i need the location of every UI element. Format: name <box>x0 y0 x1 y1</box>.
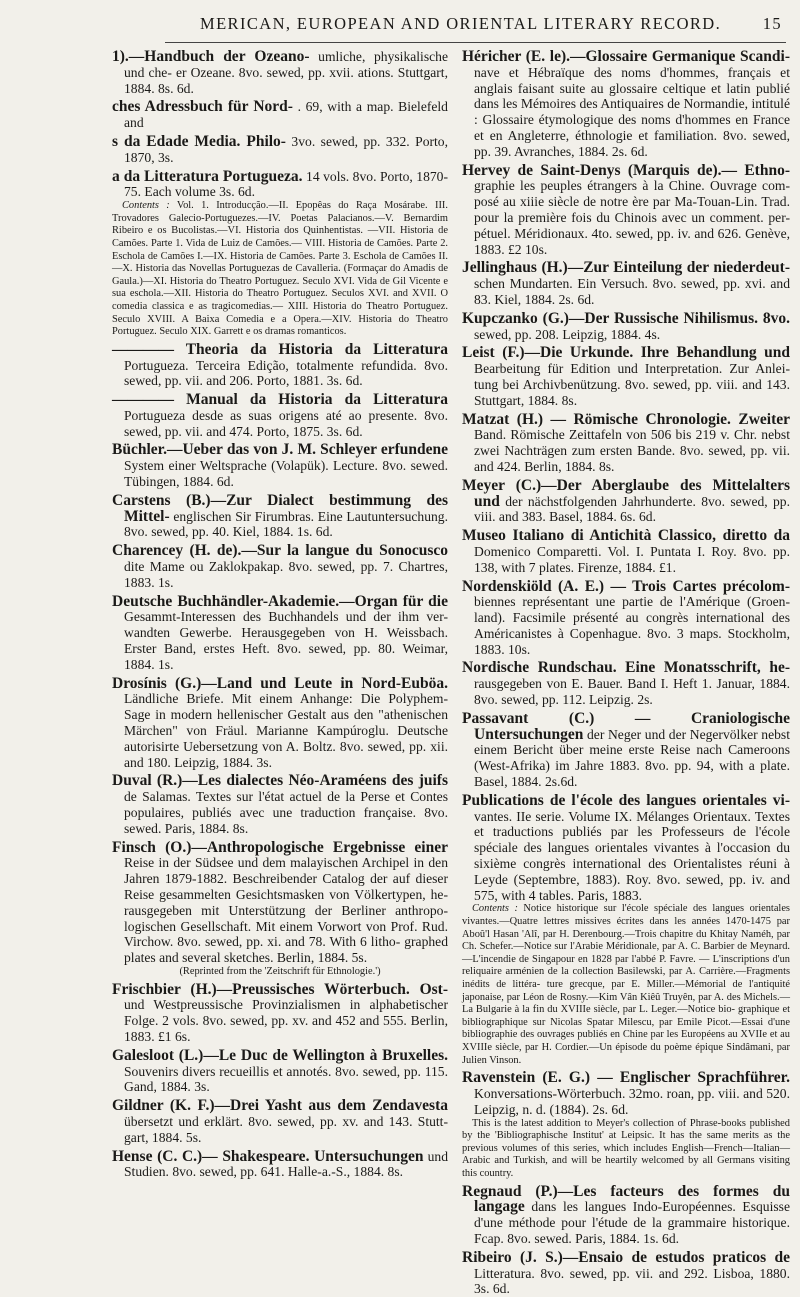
bibliography-entry <box>112 134 448 166</box>
entry-heading: Carstens (B.)—Zur Dialect bestimmung des Mittel- <box>112 491 448 525</box>
entry-text: Litteratura. 8vo. sewed, pp. vii. and 292. Lisboa, 1880. 3s. 6d. <box>474 1265 790 1297</box>
entry-contents <box>112 200 448 339</box>
entry-heading: Hense (C. C.)— Shakespeare. Untersuchungen <box>112 1147 424 1165</box>
entry-text: Band. Römische Zeittafeln von 506 bis 219 v. Chr. nebst zwei Nachträgen zum ersten Bande. 8vo. sewed, pp. vii. and 424. Berlin, 1884. 8s. <box>474 427 790 474</box>
contents-text: This is the latest addition to Meyer's collection of Phrase-books published by the 'Bibliographische Institut' at Leipsic. It has the same merits as the previous volumes of this series, which includes English—French—Italian—Arabic and Turkish, and will be heartily welcomed by all Germans visiting this country. <box>462 1117 790 1179</box>
entry-heading: Büchler.—Ueber das von J. M. Schleyer erfundene <box>112 441 448 459</box>
entry-body <box>112 1048 448 1095</box>
entry-heading: Ribeiro (J. S.)—Ensaio de estudos praticos de <box>462 1248 790 1266</box>
entry-heading: Matzat (H.) — Römische Chronologie. Zweiter <box>462 410 790 428</box>
bibliography-entry <box>112 99 448 131</box>
bibliography-entry <box>462 793 790 1067</box>
entry-contents <box>462 903 790 1067</box>
entry-heading: Galesloot (L.)—Le Duc de Wellington à Bruxelles. <box>112 1046 448 1064</box>
entry-body <box>112 49 448 96</box>
entry-text: Ländliche Briefe. Mit einem Anhange: Die Polyphem- Sage in modern hellenischer Gestalt aus den "athenischen Märchen" von Fräul. Marianne Kampúroglu. Deutsche autorisirte Uebersetzung von A. Boltz. 8vo. sewed, pp. xii. and 180. Leipzig, 1884. 3s. <box>124 691 448 770</box>
entry-body <box>462 660 790 707</box>
running-title: MERICAN, EUROPEAN AND ORIENTAL LITERARY RECORD. <box>200 14 722 33</box>
entry-heading: Charencey (H. de).—Sur la langue du Sonocusco <box>112 542 448 560</box>
entry-body <box>462 163 790 258</box>
entry-text: der nächstfolgenden Jahrhunderte. 8vo. sewed, pp. viii. and 383. Basel, 1884. 6s. 6d. <box>474 493 790 525</box>
entry-text: umliche, physikalische und che- er Ozeane. 8vo. sewed, pp. xvii. ations. Stuttgart, 1884. 8s. 6d. <box>124 49 448 96</box>
entry-text: und Studien. 8vo. sewed, pp. 641. Halle-a.-S., 1884. 8s. <box>124 1148 448 1180</box>
entry-heading: Nordenskiöld (A. E.) — Trois Cartes précolom- <box>462 577 790 595</box>
bibliography-entry <box>462 660 790 707</box>
entry-text: sewed, pp. 208. Leipzig, 1884. 4s. <box>474 326 661 342</box>
contents-label: Contents : <box>122 200 170 212</box>
bibliography-entry <box>112 169 448 339</box>
bibliography-entry <box>462 478 790 525</box>
contents-text: Notice historique sur l'école spéciale des langues orientales vivantes.—Quatre lettres missives écrites dans les années 1470-1475 par Aboû'l Hasan 'Alî, par H. Derenbourg.—Trois chapitre du Khitay Naméh, par Ch. Schefer.—Notice sur l'Arabie Méridionale, par A. C. Barbier de Meynard.—L'incendie de Singapour en 1828 par l'abbé P. Favre. — L'inscriptions d'un reliquaire arménien de la collection Basilewski, par A. Carrière.—Fragments inédits de littéra- ture grecque, par E. Miller.—Mémorial de l'antiquité japonaise, par Léon de Rosny.—Kim Vân Kiêû Truyên, par A. des Michels.—La Bulgarie à la fin du XVIIIe siècle, par L. Leger.—Notice bio- graphique et bibliographique sur Nicolas Spatar Milescu, par Emile Picot.—Essai d'une bibliographie des ouvrages publiés en Chine par les Européens au XVIIe et au XVIIIe siècle, par H. Cordier.—Un épisode du poème épique Sindâmani, par Julien Vinson. <box>462 903 790 1066</box>
bibliography-entry <box>112 342 448 389</box>
entry-heading: Museo Italiano di Antichità Classico, diretto da <box>462 527 790 545</box>
entry-heading: Nordische Rundschau. Eine Monatsschrift, he- <box>462 659 790 677</box>
contents-text: Vol. 1. Introducção.—II. Epopêas do Raça Mosárabe. III. Trovadores Galecio-Portuguezes.—IV. Poetas Palacianos.—V. Bernardim Ribeiro e os Bucolistas.—VI. Historia dos Quinhentistas. —VII. Historia de Camões. Parte 1. Vida de Luiz de Camões.— VIII. Historia de Camões. Parte 2. Eschola de Camões I.—IX. Historia de Camões. Parte 3. Eschola de Camões II.—X. Historia das Novellas Portuguezas de Cavalleria. (Formaçar do Amadis de Gaula.)—XI. Historia do Theatro Portuguez. Seculo XVI. Vida de Gil Vicente e sua eschola.—XII. Historia do Theatro Portuguez. Seculos XVI. and XVII. O comedia classica e as tragicomedias.— XIII. Historia do Theatro Portuguez. Seculo XVIII. A Baixa Comedia e a Opera.—XIV. Historia do Theatro Portuguez. Seculo XIX. Garrett e os dramas romanticos. <box>112 200 448 338</box>
entry-body <box>462 1250 790 1297</box>
entry-text: Domenico Comparetti. Vol. I. Puntata I. Roy. 8vo. pp. 138, with 7 plates. Firenze, 1884. £1. <box>474 543 790 575</box>
entry-heading: Deutsche Buchhändler-Akademie.—Organ für die <box>112 592 448 610</box>
entry-body <box>112 99 448 131</box>
entry-body <box>462 793 790 904</box>
bibliography-entry <box>462 1250 790 1297</box>
bibliography-entry <box>462 345 790 408</box>
entry-text: der Neger und der Negervölker nebst einem Bericht über meine erste Reise nach Cameroons (West-Afrika) im Jahre 1883. 8vo. pp. 94, with a plate. Basel, 1884. 2s.6d. <box>474 726 790 790</box>
entry-heading: Hervey de Saint-Denys (Marquis de).— Ethno- <box>462 161 790 179</box>
columns <box>112 48 790 1297</box>
entry-text: de Salamas. Textes sur l'état actuel de la Perse et Contes populaires, publiés avec une traduction française. 8vo. sewed. Paris, 1884. 8s. <box>124 789 448 836</box>
entry-heading: Meyer (C.)—Der Aberglaube des Mittelalters und <box>462 476 790 510</box>
bibliography-entry <box>112 392 448 439</box>
entry-heading: ———— Theoria da Historia da Litteratura <box>112 340 448 358</box>
entry-text: und Westpreussische Provinzialismen in alphabetischer Folge. 2 vols. 8vo. sewed, pp. xv. and 452 and 555. Berlin, 1883. £1 6s. <box>124 997 448 1044</box>
entry-body <box>112 982 448 1045</box>
entry-text: Portugueza desde as suas origens até ao presente. 8vo. sewed, pp. vii. and 474. Porto, 1875. 3s. 6d. <box>124 407 448 439</box>
entry-body <box>112 1098 448 1145</box>
entry-text: graphie les peuples étrangers à la Chine. Ouvrage com- posé au xiiie siècle de notre ère par Ma-Touan-Lin. Trad. pour la première fois du Chinois avec un comment. per- pétuel. Méridionaux. 4to. sewed, pp. iv. and 626. Genève, 1883. £2 10s. <box>474 178 790 257</box>
entry-heading: Frischbier (H.)—Preussisches Wörterbuch. Ost- <box>112 980 448 998</box>
bibliography-entry <box>462 528 790 575</box>
bibliography-entry <box>112 543 448 590</box>
entry-body <box>462 478 790 525</box>
entry-heading: Drosínis (G.)—Land und Leute in Nord-Euböa. <box>112 674 448 692</box>
entry-heading: s da Edade Media. Philo- <box>112 132 286 150</box>
entry-text: 14 vols. 8vo. Porto, 1870-75. Each volume 3s. 6d. <box>124 168 449 200</box>
right-column <box>462 48 790 1297</box>
bibliography-entry <box>112 840 448 979</box>
entry-heading: Kupczanko (G.)—Der Russische Nihilismus. 8vo. <box>462 309 790 327</box>
bibliography-entry <box>112 442 448 489</box>
page-header <box>200 14 782 36</box>
entry-heading: Regnaud (P.)—Les facteurs des formes du langage <box>462 1182 790 1216</box>
entry-body <box>112 594 448 673</box>
entry-contents <box>462 1118 790 1181</box>
entry-heading: Gildner (K. F.)—Drei Yasht aus dem Zendavesta <box>112 1097 448 1115</box>
entry-body <box>462 1184 790 1247</box>
entry-heading: a da Litteratura Portugueza. <box>112 167 303 185</box>
entry-text: 3vo. sewed, pp. 332. Porto, 1870, 3s. <box>124 133 448 165</box>
contents-label: Contents : <box>472 903 518 915</box>
entry-body <box>462 260 790 307</box>
bibliography-entry <box>112 493 448 540</box>
entry-body <box>112 840 448 966</box>
entry-body <box>112 773 448 836</box>
entry-body <box>112 392 448 439</box>
entry-text: dite Mame ou Zaklokpakap. 8vo. sewed, pp. 7. Chartres, 1883. 1s. <box>124 559 448 590</box>
bibliography-entry <box>112 1048 448 1095</box>
entry-body <box>462 528 790 575</box>
entry-body <box>462 1070 790 1117</box>
entry-heading: Leist (F.)—Die Urkunde. Ihre Behandlung und <box>462 344 790 362</box>
entry-text: Gesammt-Interessen des Buchhandels und der ihm ver- wandten Gewerbe. Herausgegeben von H. Weissbach. Erster Band, erstes Heft. 8vo. sewed, pp. 80. Weimar, 1884. 1s. <box>124 609 448 672</box>
entry-heading: Passavant (C.) — Craniologische Untersuchungen <box>462 709 790 743</box>
bibliography-entry <box>112 1149 448 1181</box>
entry-text: übersetzt und erklärt. 8vo. sewed, pp. xv. and 143. Stutt- gart, 1884. 5s. <box>124 1113 448 1145</box>
entry-text: rausgegeben von E. Bauer. Band I. Heft 1. Januar, 1884. 8vo. sewed, pp. 112. Leipzig. 2s. <box>474 676 790 708</box>
entry-body <box>112 169 448 201</box>
entry-body <box>112 676 448 771</box>
entry-body <box>462 711 790 790</box>
entry-heading: ———— Manual da Historia da Litteratura <box>112 391 448 409</box>
entry-note: (Reprinted from the 'Zeitschrift für Ethnologie.') <box>179 965 381 977</box>
bibliography-entry <box>462 579 790 658</box>
bibliography-entry <box>112 49 448 96</box>
entry-body <box>462 412 790 475</box>
bibliography-entry <box>462 1184 790 1247</box>
entry-body <box>112 543 448 590</box>
bibliography-entry <box>462 260 790 307</box>
bibliography-entry <box>462 711 790 790</box>
bibliography-entry <box>462 412 790 475</box>
entry-text: nave et Hébraïque des noms d'hommes, français et anglais faisant suite au glossaire celtique et latin publié dans les Mémoires des Antiquaires de Normandie, intitulé : Glossaire étymologique des noms d'hommes en France et en Angleterre, éthnologie et familiation. 8vo. sewed, pp. 39. Avranches, 1884. 2s. 6d. <box>474 64 790 159</box>
entry-body <box>112 442 448 489</box>
entry-heading: Jellinghaus (H.)—Zur Einteilung der niederdeut- <box>462 259 790 277</box>
entry-body <box>462 311 790 343</box>
header-rule <box>165 42 786 43</box>
entry-text: Souvenirs divers recueillis et annotés. 8vo. sewed, pp. 115. Gand, 1884. 3s. <box>124 1063 448 1095</box>
entry-body <box>462 49 790 160</box>
bibliography-entry <box>112 594 448 673</box>
entry-text: englischen Sir Firumbras. Eine Lautuntersuchung. 8vo. sewed, pp. 40. Kiel, 1884. 1s. 6d. <box>124 508 448 540</box>
entry-text: dans les langues Indo-Européennes. Esquisse d'une méthode pour l'étude de la grammaire historique. Fcap. 8vo. sewed. Paris, 1884. 1s. 6d. <box>474 1199 790 1246</box>
left-column <box>112 49 448 1229</box>
entry-body <box>112 493 448 540</box>
bibliography-entry <box>112 982 448 1045</box>
entry-text: schen Mundarten. Ein Versuch. 8vo. sewed, pp. xvi. and 83. Kiel, 1884. 2s. 6d. <box>474 276 790 307</box>
entry-body <box>112 134 448 166</box>
bibliography-entry <box>112 676 448 771</box>
bibliography-entry <box>112 773 448 836</box>
entry-heading: Ravenstein (E. G.) — Englischer Sprachführer. <box>462 1069 790 1087</box>
entry-body <box>112 1149 448 1181</box>
entry-heading: Duval (R.)—Les dialectes Néo-Araméens des juifs <box>112 772 448 790</box>
entry-heading: Finsch (O.)—Anthropologische Ergebnisse einer <box>112 838 448 856</box>
entry-text: biennes représentant une partie de l'Amérique (Groen- land). Facsimile présenté au congrès international des Américanistes à Copenhague. 8vo. 3 maps. Stockholm, 1883. 10s. <box>474 594 790 657</box>
bibliography-entry <box>462 311 790 343</box>
entry-text: . 69, with a map. Bielefeld and <box>124 99 448 131</box>
entry-text: System einer Weltsprache (Volapük). Lecture. 8vo. sewed. Tübingen, 1884. 6d. <box>124 458 448 490</box>
page-number: 15 <box>762 14 782 33</box>
entry-heading: ches Adressbuch für Nord- <box>112 98 293 116</box>
entry-text: vantes. IIe serie. Volume IX. Mélanges Orientaux. Textes et traductions publiés par les Professeurs de l'école spéciale des langues orientales vivantes à l'occasion du sixième congrès international des Orientalistes réuni à Leyde (Septembre, 1883). Roy. 8vo. sewed, pp. iv. and 575, with 4 tables. Paris, 1883. <box>474 808 790 903</box>
entry-text: Konversations-Wörterbuch. 32mo. roan, pp. viii. and 520. Leipzig, n. d. (1884). 2s. 6d. <box>474 1085 790 1117</box>
bibliography-entry <box>462 49 790 160</box>
entry-body <box>462 345 790 408</box>
entry-body <box>462 579 790 658</box>
entry-heading: Publications de l'école des langues orientales vi- <box>462 791 790 809</box>
entry-heading: 1).—Handbuch der Ozeano- <box>112 48 310 65</box>
entry-body <box>112 342 448 389</box>
entry-heading: Héricher (E. le).—Glossaire Germanique Scandi- <box>462 48 790 65</box>
bibliography-entry <box>462 163 790 258</box>
bibliography-entry <box>112 1098 448 1145</box>
entry-text: Reise in der Südsee und dem malayischen Archipel in den Jahren 1879-1882. Beschreibender Catalog der auf dieser Reise gesammelten Gesichtsmasken von Völkertypen, he- rausgegeben mit Unterstützung der Berliner anthropo- logischen Gesellschaft. Mit einem Vorwort von Prof. Rud. Virchow. 8vo. sewed, pp. xi. and 78. With 6 litho- graphed plates and several sketches. Berlin, 1884. 5s. <box>124 855 448 966</box>
bibliography-entry <box>462 1070 790 1180</box>
entry-text: Bearbeitung für Edition und Interpretation. Zur Anlei- tung bei Archivbenützung. 8vo. sewed, pp. viii. and 143. Stuttgart, 1884. 8s. <box>474 361 790 408</box>
entry-text: Portugueza. Terceira Edição, totalmente refundida. 8vo. sewed, pp. vii. and 206. Porto, 1881. 3s. 6d. <box>124 357 448 389</box>
